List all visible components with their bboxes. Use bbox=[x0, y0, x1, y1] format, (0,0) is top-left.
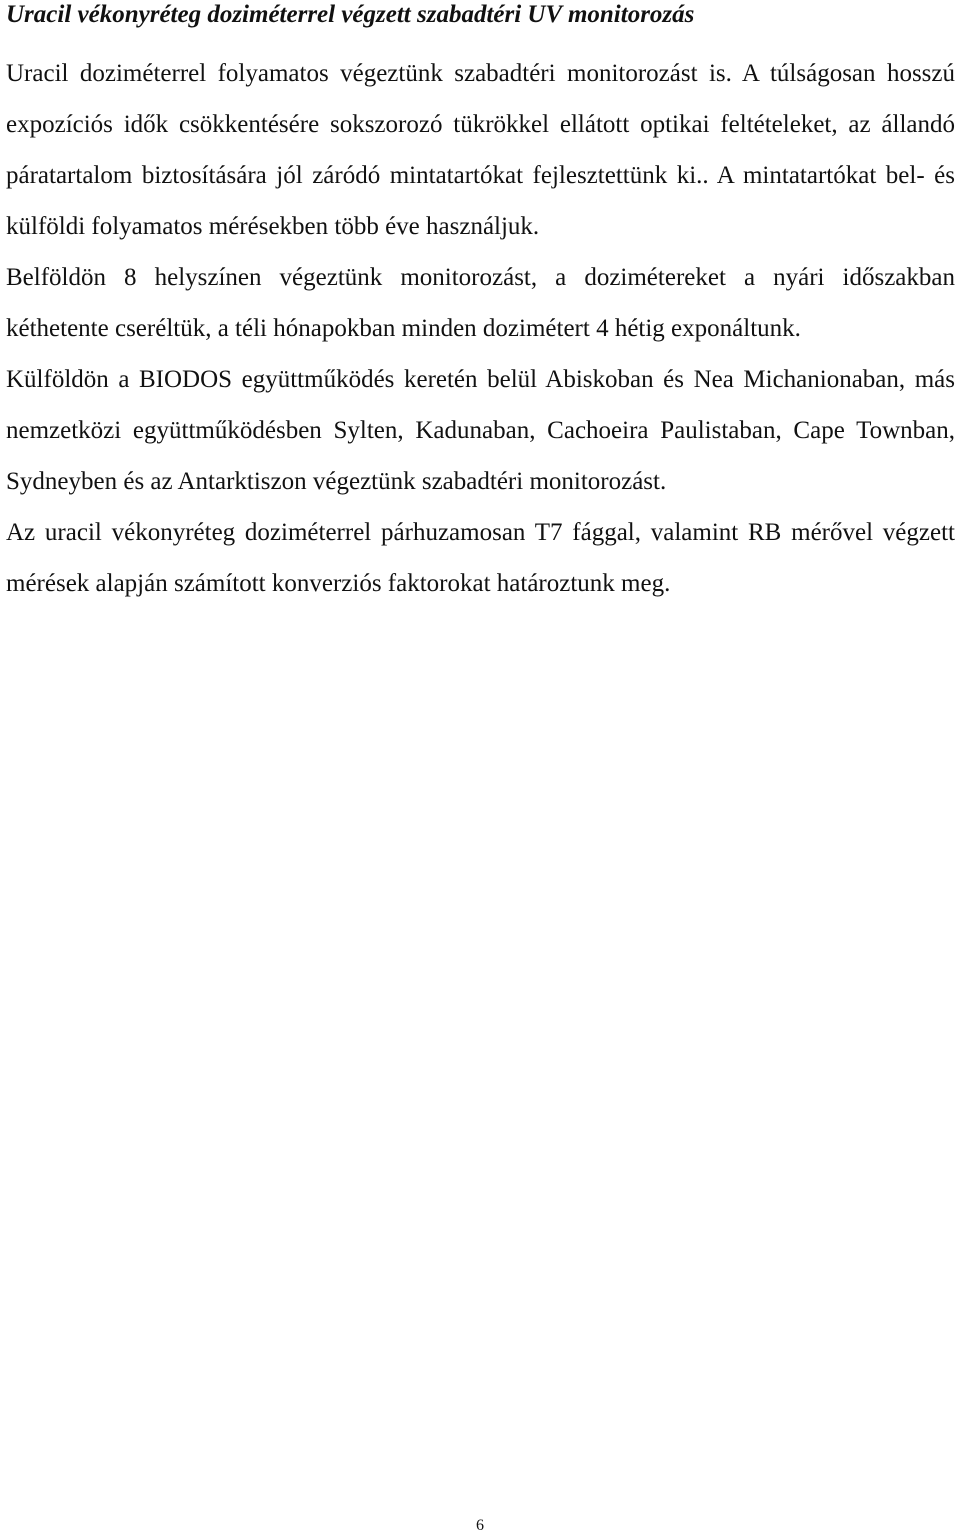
paragraph-outdoor-monitoring: Uracil doziméterrel folyamatos végeztünk szabadtéri monitorozást is. A túlságosan hosszú expozíciós idők csökkentésére sokszorozó tükrökkel ellátott optikai feltételeket, az állandó páratartalom biztosítására jól záródó mintatartókat fejlesztettünk ki.. A mintatartókat bel- és külföldi folyamatos mérésekben több éve használjuk. bbox=[6, 60, 955, 240]
document-page bbox=[6, 0, 955, 609]
page-number: 6 bbox=[476, 1517, 484, 1534]
paragraph-conversion-factors: Az uracil vékonyréteg doziméterrel párhuzamosan T7 fággal, valamint RB mérővel végzett mérések alapján számított konverziós faktorokat határoztunk meg. bbox=[6, 519, 955, 597]
paragraph-international-sites: Külföldön a BIODOS együttműködés keretén belül Abiskoban és Nea Michanionaban, más nemzetközi együttműködésben Sylten, Kadunaban, Cachoeira Paulistaban, Cape Townban, Sydneyben és az Antarktiszon végeztünk szabadtéri monitorozást. bbox=[6, 366, 955, 495]
section-heading: Uracil vékonyréteg doziméterrel végzett szabadtéri UV monitorozás bbox=[6, 1, 695, 28]
paragraph-domestic-sites: Belföldön 8 helyszínen végeztünk monitorozást, a dozimétereket a nyári időszakban kéthetente cseréltük, a téli hónapokban minden dozimétert 4 hétig exponáltunk. bbox=[6, 264, 955, 342]
